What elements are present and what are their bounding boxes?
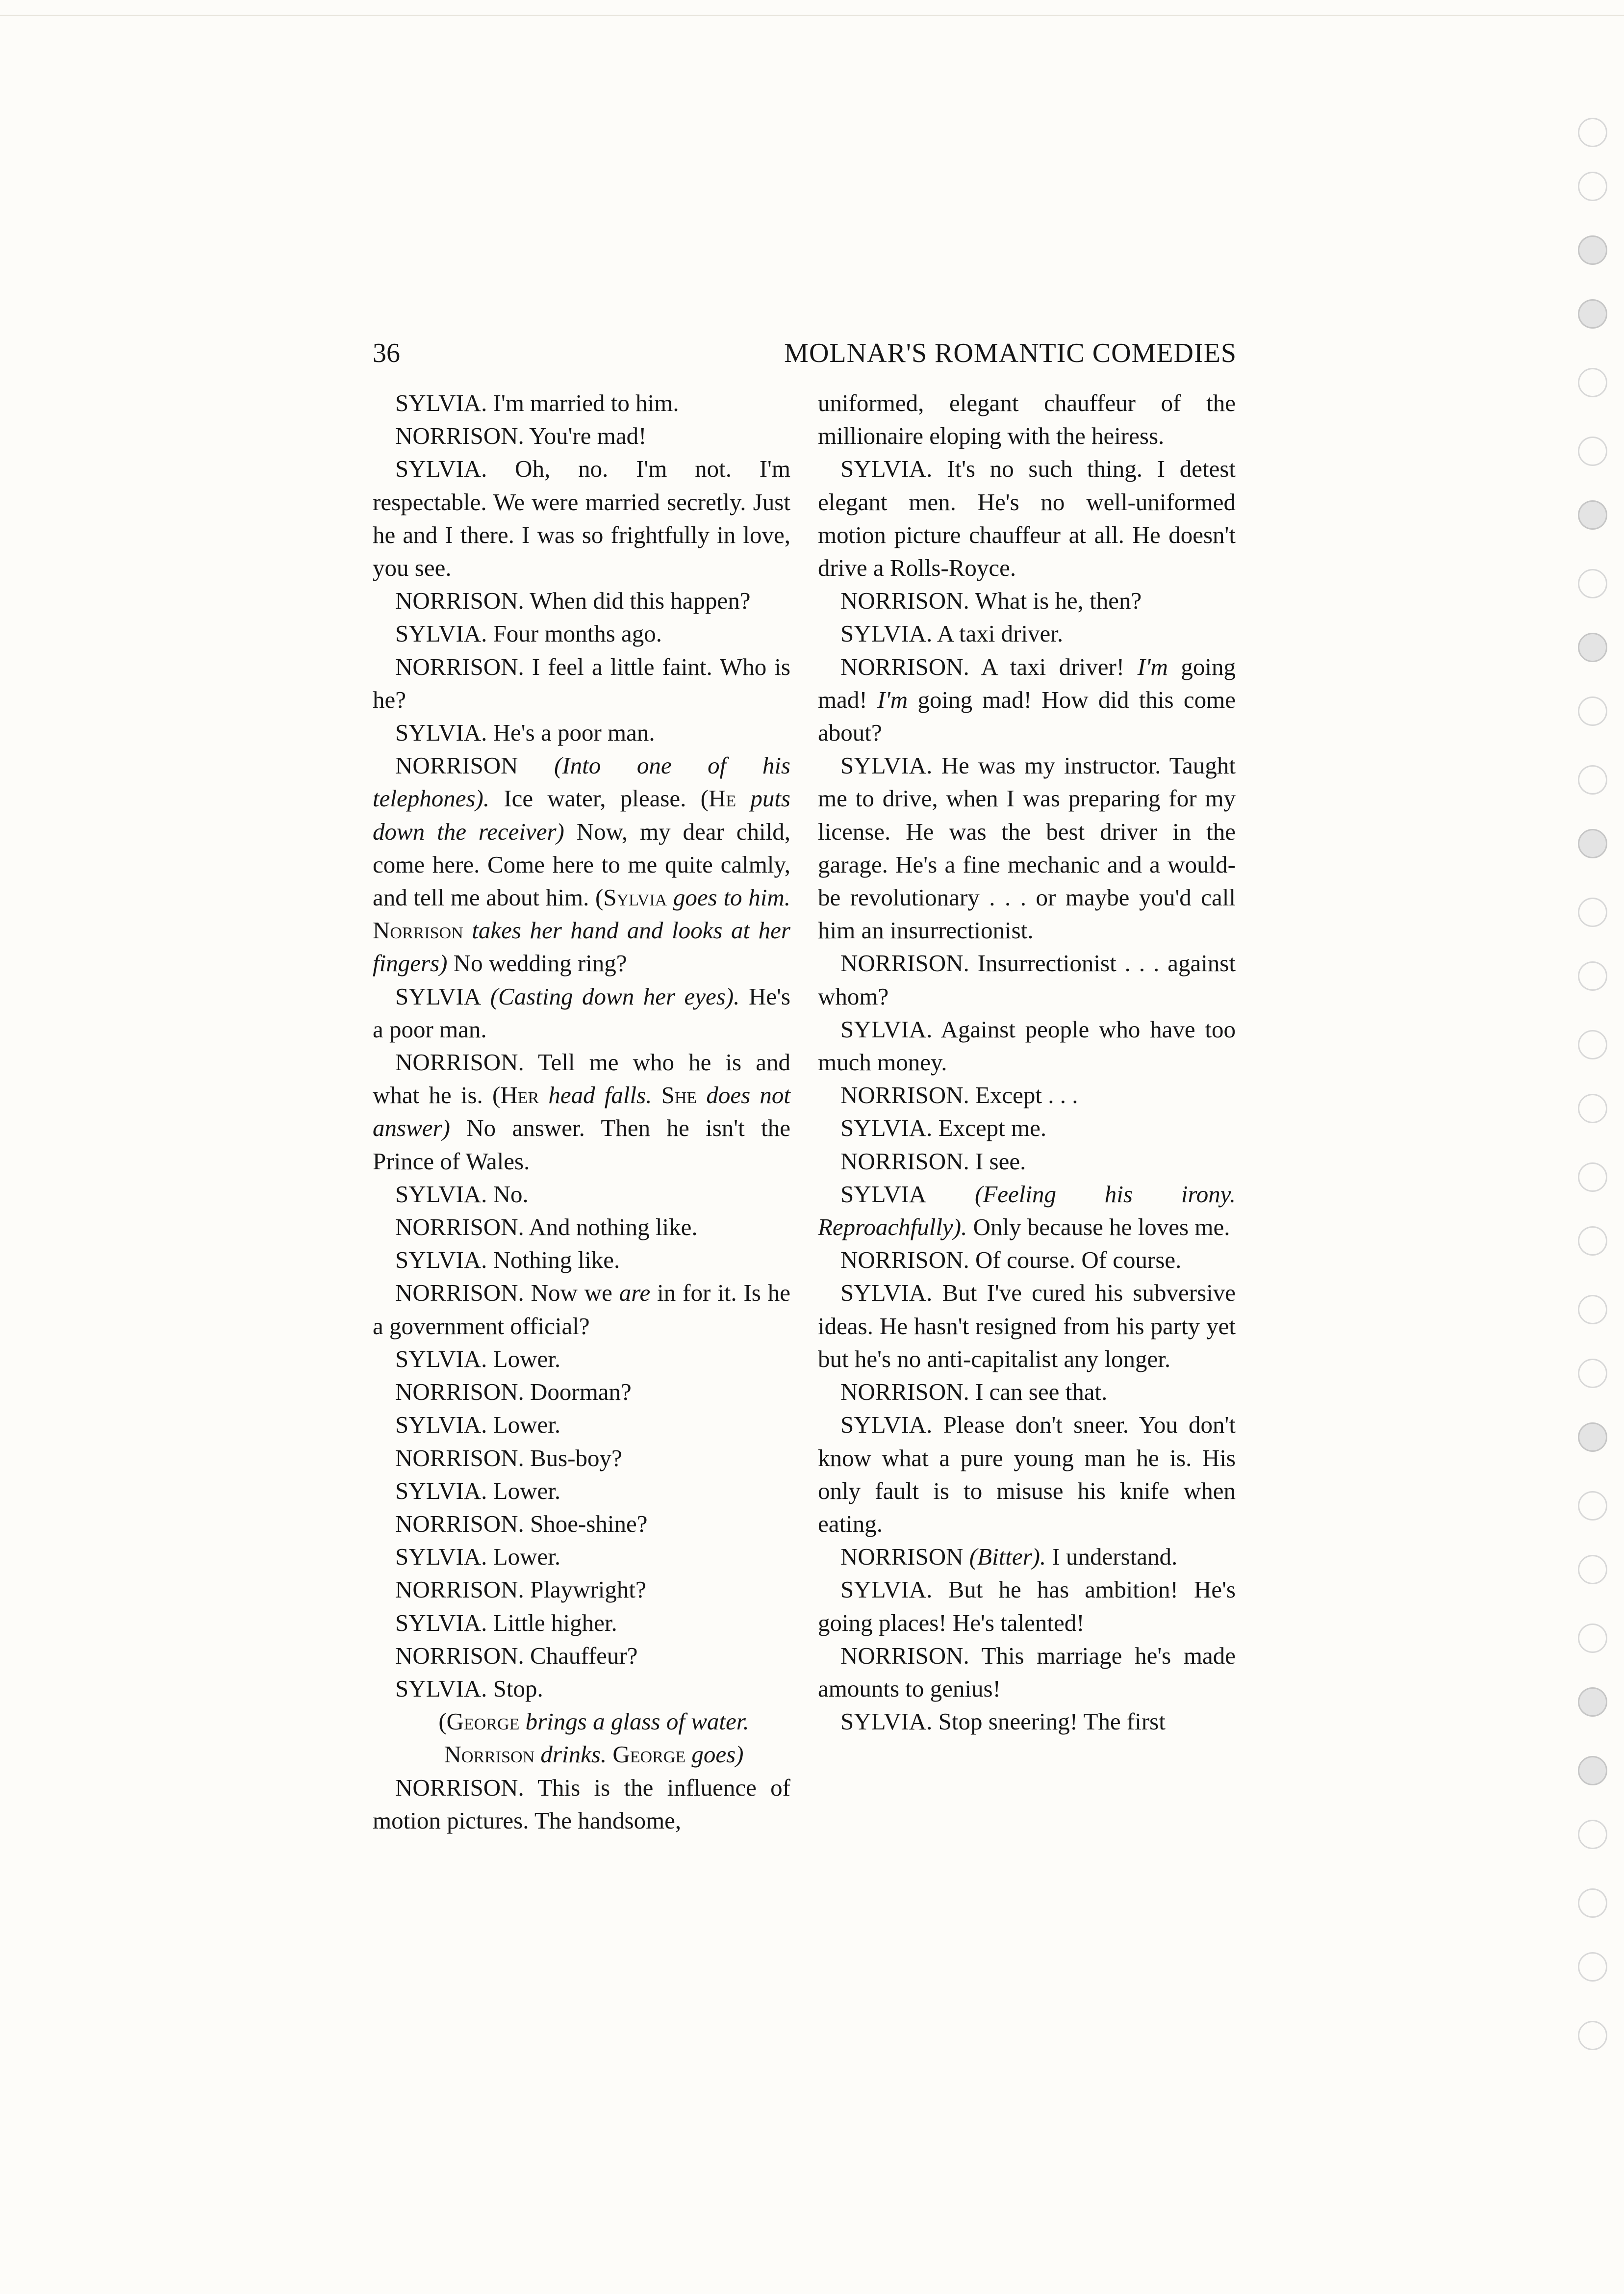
page-number: 36 <box>373 338 400 368</box>
dialogue-line: SYLVIA. But I've cured his subversive ideas. He hasn't resigned from his party yet but he's no anti-capitalist any longer. <box>818 1279 1236 1372</box>
dialogue-line: SYLVIA. Against people who have too much money. <box>818 1015 1236 1076</box>
dialogue-line: SYLVIA. It's no such thing. I detest elegant men. He's no well-uniformed motion picture chauffeur at all. He doesn't drive a Rolls-Royce. <box>818 455 1236 582</box>
binder-hole <box>1578 1295 1607 1324</box>
binder-hole <box>1578 1030 1607 1059</box>
binder-hole <box>1578 1624 1607 1653</box>
dialogue-line: SYLVIA. Little higher. <box>395 1609 617 1636</box>
binder-hole <box>1578 118 1607 147</box>
binder-hole <box>1578 765 1607 795</box>
binder-hole <box>1578 500 1607 530</box>
binder-hole <box>1578 299 1607 329</box>
binder-hole <box>1578 696 1607 726</box>
dialogue-line: NORRISON. A taxi driver! I'm going mad! I'm going mad! How did this come about? <box>818 653 1236 747</box>
dialogue-line: SYLVIA (Feeling his irony. Reproachfully). Only because he loves me. <box>818 1180 1236 1241</box>
dialogue-line: NORRISON. Shoe-shine? <box>395 1510 648 1537</box>
binder-hole <box>1578 437 1607 466</box>
dialogue-line: SYLVIA. Please don't sneer. You don't know what a pure young man he is. His only fault is to misuse his knife when eating. <box>818 1411 1236 1537</box>
binder-hole <box>1578 1888 1607 1918</box>
dialogue-line: NORRISON. Bus-boy? <box>395 1444 622 1471</box>
binder-hole <box>1578 1226 1607 1256</box>
dialogue-line: SYLVIA. Except me. <box>840 1114 1047 1142</box>
binder-hole <box>1578 1491 1607 1521</box>
dialogue-line: NORRISON. Now we are in for it. Is he a government official? <box>373 1279 790 1340</box>
binder-hole <box>1578 898 1607 927</box>
binder-hole <box>1578 1820 1607 1849</box>
binder-hole <box>1578 235 1607 265</box>
binder-hole <box>1578 1555 1607 1584</box>
dialogue-line: NORRISON. I can see that. <box>840 1378 1108 1406</box>
dialogue-line: SYLVIA. Stop. <box>395 1675 543 1702</box>
dialogue-line: SYLVIA. Lower. <box>395 1477 561 1504</box>
dialogue-line: NORRISON. This marriage he's made amounts to genius! <box>818 1642 1236 1702</box>
dialogue-line: SYLVIA (Casting down her eyes). He's a poor man. <box>373 982 790 1043</box>
dialogue-line: NORRISON. When did this happen? <box>395 587 751 615</box>
dialogue-line: SYLVIA. Lower. <box>395 1345 561 1372</box>
dialogue-line: SYLVIA. Four months ago. <box>395 620 662 647</box>
binder-hole <box>1578 368 1607 397</box>
dialogue-line: SYLVIA. Lower. <box>395 1411 561 1439</box>
scan-edge <box>0 15 1624 16</box>
dialogue-line: SYLVIA. No. <box>395 1180 529 1208</box>
binder-hole <box>1578 829 1607 858</box>
binder-hole <box>1578 633 1607 662</box>
stage-direction: (George brings a glass of water. Norrison drinks. George goes) <box>438 1708 749 1768</box>
dialogue-line: NORRISON. And nothing like. <box>395 1213 698 1241</box>
dialogue-line: NORRISON. Doorman? <box>395 1378 632 1406</box>
dialogue-line: NORRISON. This is the influence of motion pictures. The handsome, <box>373 1774 790 1834</box>
binder-hole <box>1578 2021 1607 2050</box>
dialogue-line: SYLVIA. I'm married to him. <box>395 389 679 416</box>
binder-hole <box>1578 1952 1607 1982</box>
dialogue-line: SYLVIA. Nothing like. <box>395 1246 620 1274</box>
binder-hole <box>1578 569 1607 598</box>
dialogue-line: SYLVIA. He was my instructor. Taught me to drive, when I was preparing for my license. He was the best driver in the garage. He's a fine mechanic and a would-be revolutionary . . . or maybe you'd call him an insurrectionist. <box>818 752 1236 944</box>
dialogue-line: NORRISON. Of course. Of course. <box>840 1246 1182 1274</box>
dialogue-line: NORRISON. You're mad! <box>395 422 647 450</box>
dialogue-line: NORRISON (Into one of his telephones). Ice water, please. (He puts down the receiver) Now, my dear child, come here. Come here to me quite calmly, and tell me about him. (Sylvia goes to him. Norrison takes her hand and looks at her fingers) No wedding ring? <box>373 752 791 977</box>
page-header <box>373 328 1237 367</box>
binder-hole <box>1578 1359 1607 1388</box>
dialogue-line: NORRISON. I feel a little faint. Who is he? <box>373 653 790 713</box>
dialogue-line: SYLVIA. Stop sneering! The first <box>840 1708 1166 1735</box>
right-column <box>818 387 1236 1738</box>
dialogue-line: SYLVIA. Lower. <box>395 1543 561 1571</box>
dialogue-line: NORRISON. I see. <box>840 1147 1026 1175</box>
dialogue-line: SYLVIA. A taxi driver. <box>840 620 1064 647</box>
dialogue-line: NORRISON. Playwright? <box>395 1576 646 1603</box>
dialogue-line: SYLVIA. He's a poor man. <box>395 719 655 747</box>
binder-hole <box>1578 1687 1607 1717</box>
dialogue-line: SYLVIA. Oh, no. I'm not. I'm respectable. We were married secretly. Just he and I there. I was so frightfully in love, you see. <box>373 455 790 582</box>
left-column <box>373 387 790 1837</box>
binder-hole <box>1578 1162 1607 1192</box>
binder-hole <box>1578 1422 1607 1452</box>
binder-hole <box>1578 1756 1607 1785</box>
binder-hole <box>1578 961 1607 991</box>
running-head: MOLNAR'S ROMANTIC COMEDIES <box>784 338 1237 368</box>
dialogue-line: NORRISON. Chauffeur? <box>395 1642 638 1669</box>
dialogue-line: NORRISON. Except . . . <box>840 1082 1078 1109</box>
dialogue-line: NORRISON. Tell me who he is and what he is. (Her head falls. She does not answer) No answer. Then he isn't the Prince of Wales. <box>373 1049 791 1175</box>
dialogue-line: NORRISON. What is he, then? <box>840 587 1142 615</box>
dialogue-line: SYLVIA. But he has ambition! He's going places! He's talented! <box>818 1576 1236 1636</box>
binder-hole <box>1578 1094 1607 1123</box>
dialogue-line: NORRISON. Insurrectionist . . . against whom? <box>818 950 1236 1010</box>
binder-hole <box>1578 172 1607 201</box>
continued-line: uniformed, elegant chauffeur of the millionaire eloping with the heiress. <box>818 389 1236 450</box>
dialogue-line: NORRISON (Bitter). I understand. <box>840 1543 1178 1571</box>
